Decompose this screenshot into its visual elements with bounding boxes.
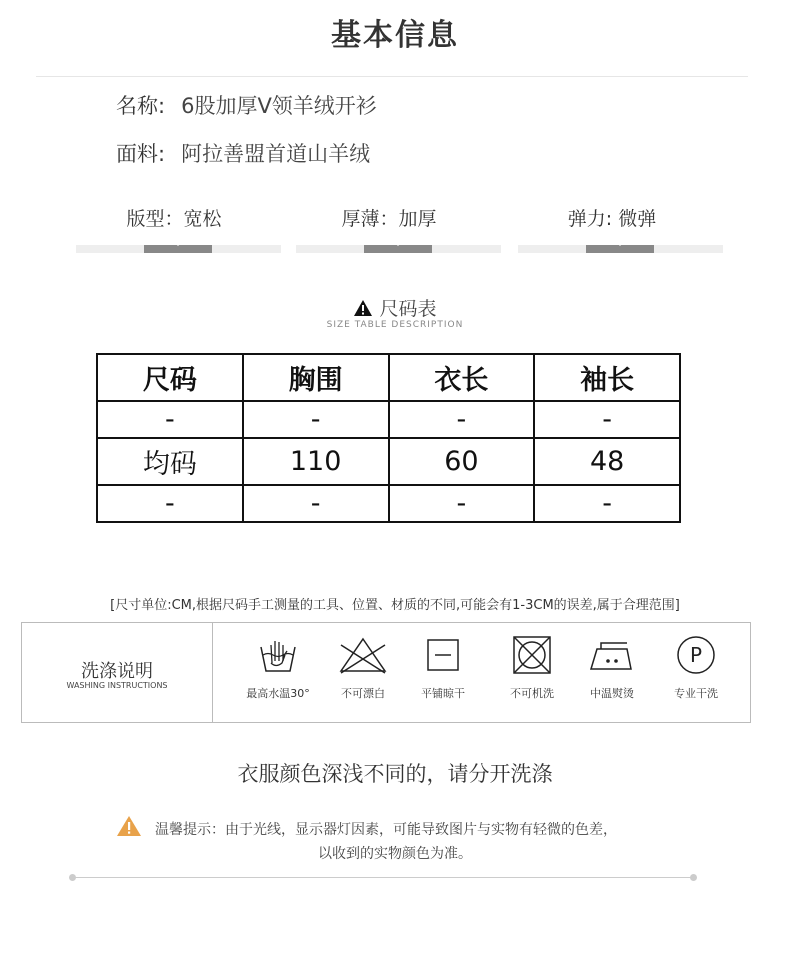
wash-item (487, 633, 577, 701)
header-size: 尺码 (97, 354, 243, 401)
wash-label: 中温熨烫 (590, 687, 634, 700)
wash-item (233, 633, 323, 701)
attr-elasticity: 弹力: 微弹 (567, 208, 657, 230)
wash-separately-notice: 衣服颜色深浅不同的，请分开洗涤 (237, 762, 553, 786)
warning-icon (353, 299, 373, 317)
page-title: 基本信息 (331, 18, 459, 53)
size-table (96, 353, 681, 523)
table-row (97, 401, 680, 438)
attr-fit: 版型：宽松 (126, 208, 222, 230)
thickness-bar-fill (364, 245, 432, 253)
table-row (97, 438, 680, 485)
divider-dot (690, 874, 697, 881)
name-value: 6股加厚V领羊绒开衫 (181, 94, 377, 118)
wash-item (318, 633, 408, 701)
dry-clean-icon (674, 633, 718, 677)
warning-icon (116, 815, 142, 837)
washing-subtitle: WASHING INSTRUCTIONS (66, 681, 168, 690)
wash-item (651, 633, 741, 701)
fabric-value: 阿拉善盟首道山羊绒 (181, 142, 371, 166)
measurement-note: [尺寸单位:CM,根据尺码手工测量的工具、位置、材质的不同,可能会有1-3CM的误差,属于合理范围] (110, 598, 680, 613)
table-cell: 均码 (97, 438, 243, 485)
washing-instructions (21, 622, 751, 723)
table-cell: 110 (243, 438, 389, 485)
iron-medium-icon (587, 633, 637, 677)
wash-item (567, 633, 657, 701)
fabric-label: 面料: (116, 142, 166, 166)
fit-bar-fill (144, 245, 212, 253)
table-cell: - (389, 401, 535, 438)
wash-label: 平铺晾干 (421, 687, 465, 700)
wash-label: 专业干洗 (674, 687, 718, 700)
table-cell: - (243, 401, 389, 438)
wash-label: 最高水温30° (246, 687, 310, 700)
tip-line-1: 温馨提示：由于光线，显示器灯因素，可能导致图片与实物有轻微的色差， (155, 822, 617, 838)
no-machine-wash-icon (510, 633, 554, 677)
wash-label: 不可机洗 (510, 687, 554, 700)
table-cell: - (97, 485, 243, 522)
attr-thickness: 厚薄：加厚 (341, 208, 437, 230)
divider-dot (69, 874, 76, 881)
elasticity-bar (518, 245, 723, 253)
header-length: 衣长 (389, 354, 535, 401)
elasticity-bar-fill (586, 245, 654, 253)
title-divider (36, 76, 748, 77)
thickness-bar (296, 245, 501, 253)
table-cell: 48 (534, 438, 680, 485)
table-cell: - (534, 485, 680, 522)
table-cell: - (389, 485, 535, 522)
tip-line-2: 以收到的实物颜色为准。 (318, 846, 472, 862)
header-chest: 胸围 (243, 354, 389, 401)
product-name-row (116, 90, 377, 120)
wash-item (398, 633, 488, 701)
wash-label: 不可漂白 (341, 687, 385, 700)
bottom-divider (72, 877, 694, 878)
table-header-row (97, 354, 680, 401)
size-table-subtitle: SIZE TABLE DESCRIPTION (326, 320, 464, 330)
fabric-row (116, 138, 370, 168)
no-bleach-icon (337, 633, 389, 677)
name-label: 名称: (116, 94, 166, 118)
washing-title: 洗涤说明 (81, 661, 153, 682)
table-cell: 60 (389, 438, 535, 485)
table-cell: - (97, 401, 243, 438)
svg-text:P: P (689, 643, 703, 667)
table-row (97, 485, 680, 522)
flat-dry-icon (423, 633, 463, 677)
size-table-title: 尺码表 (0, 294, 790, 321)
header-sleeve: 袖长 (534, 354, 680, 401)
hand-wash-icon (258, 633, 298, 677)
table-cell: - (534, 401, 680, 438)
table-cell: - (243, 485, 389, 522)
fit-bar (76, 245, 281, 253)
